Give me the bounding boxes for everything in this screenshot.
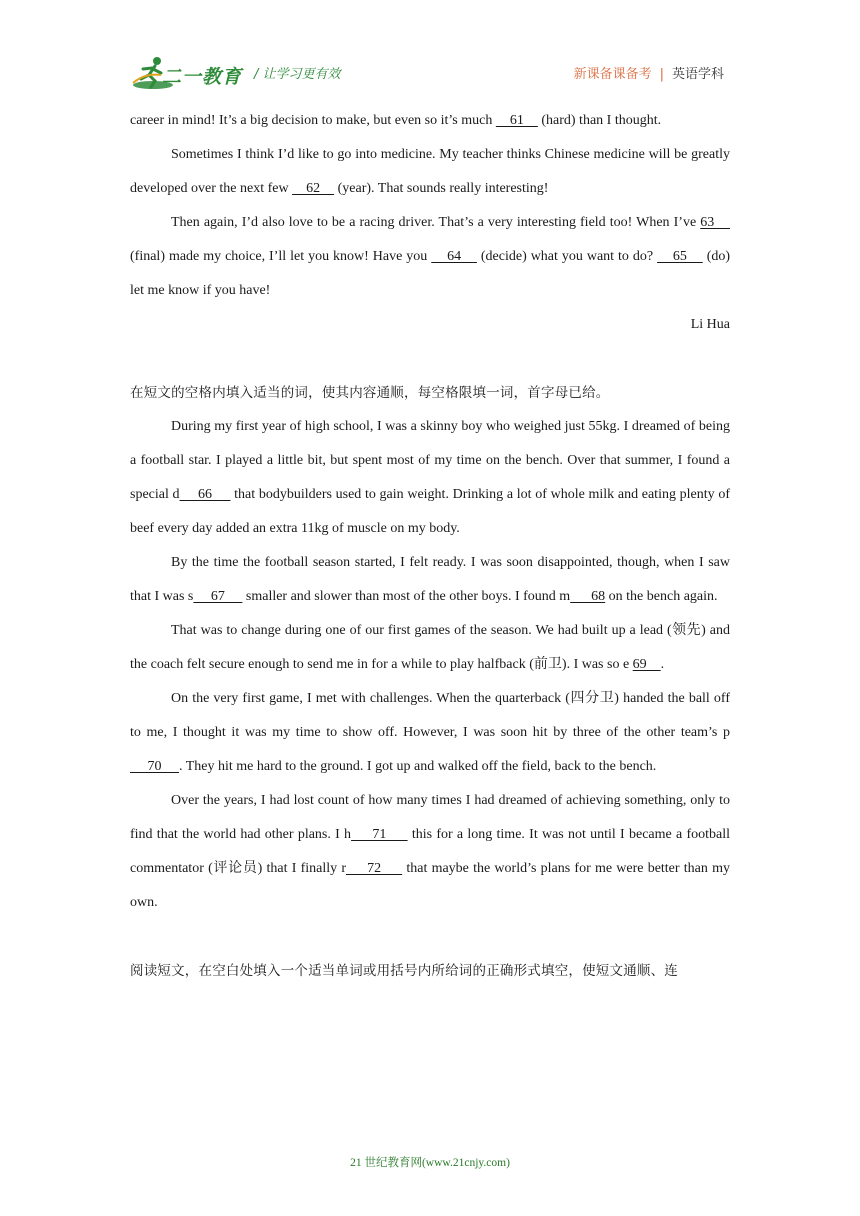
text: Sometimes I think I’d like to go into medicine. My teacher thinks Chinese medicine will be greatly developed over the next few (130, 147, 730, 196)
text: . (660, 657, 665, 672)
blank-62: 62 (292, 181, 335, 196)
blank-72: 72 (346, 861, 403, 876)
passage2-paragraph (130, 546, 730, 614)
signature: Li Hua (690, 317, 730, 332)
text: that bodybuilders used to gain weight. Drinking a lot of whole milk and eating plenty of beef every day added an extra 11kg of muscle on my body. (130, 487, 730, 536)
blank-65: 65 (657, 249, 703, 264)
blank-61: 61 (495, 113, 538, 128)
blank-69: 69 (632, 657, 661, 672)
text: on the bench again. (605, 589, 718, 604)
blank-68: 68 (570, 589, 606, 604)
text: career in mind! It’s a big decision to make, but even so it’s much (130, 113, 496, 128)
passage2-paragraph (130, 784, 730, 920)
blank-64: 64 (431, 249, 477, 264)
text: . They hit me hard to the ground. I got up and walked off the field, back to the bench. (179, 759, 657, 774)
blank-66: 66 (179, 487, 231, 502)
text: (final) made my choice, I’ll let you know! Have you (130, 249, 432, 264)
text: (year). That sounds really interesting! (334, 181, 549, 196)
text: (hard) than I thought. (537, 113, 662, 128)
instruction-text: 阅读短文，在空白处填入一个适当单词或用括号内所给词的正确形式填空，使短文通顺、连 (130, 963, 678, 979)
header-subject: 英语学科 (671, 67, 724, 82)
blank-63: 63 (700, 215, 730, 230)
text: (decide) what you want to do? (476, 249, 658, 264)
header-slogan: / 让学习更有效 (254, 67, 341, 82)
passage1-paragraph (130, 206, 730, 308)
header-separator: | (659, 67, 664, 82)
header-right (574, 63, 724, 82)
logo-text: 二一教育 (162, 66, 243, 88)
blank-71: 71 (351, 827, 408, 842)
instruction-text: 在短文的空格内填入适当的词，使其内容通顺，每空格限填一词，首字母已给。 (130, 385, 610, 401)
text: Then again, I’d also love to be a racing driver. That’s a very interesting field too! When I’ve (171, 215, 701, 230)
text: smaller and slower than most of the other boys. I found m (242, 589, 571, 604)
passage2-paragraph (130, 682, 730, 784)
passage2-paragraph (130, 614, 730, 682)
document-body (130, 104, 730, 988)
blank-67: 67 (193, 589, 243, 604)
text: During my first year of high school, I was a skinny boy who weighed just 55kg. I dreamed of being a football star. I played a little bit, but spent most of my time on the bench. Over that summer, I found a special d (130, 419, 730, 502)
passage1-paragraph (130, 104, 730, 138)
text: That was to change during one of our first games of the season. We had built up a lead (领先) and the coach felt secure enough to send me in for a while to play halfback (前卫). I was so e (130, 623, 730, 672)
header-course-label: 新课备课备考 (573, 67, 652, 82)
text: Over the years, I had lost count of how many times I had dreamed of achieving something, only to find that the world had other plans. I h (130, 793, 730, 842)
text: By the time the football season started, I felt ready. I was soon disappointed, though, when I saw that I was s (130, 555, 730, 604)
blank-70: 70 (130, 759, 179, 774)
text: (do) let me know if you have! (130, 249, 731, 298)
text: that maybe the world’s plans for me were better than my own. (130, 861, 730, 910)
page-header (0, 0, 860, 100)
text: On the very first game, I met with challenges. When the quarterback (四分卫) handed the ball off to me, I thought it was my time to show off. However, I was soon hit by three of the other team’s p (130, 691, 730, 740)
passage1-paragraph (130, 138, 730, 206)
page-footer: 21 世纪教育网(www.21cnjy.com) (350, 1157, 510, 1169)
passage2-paragraph (130, 410, 730, 546)
text: this for a long time. It was not until I became a football commentator (评论员) that I finally r (130, 827, 730, 876)
